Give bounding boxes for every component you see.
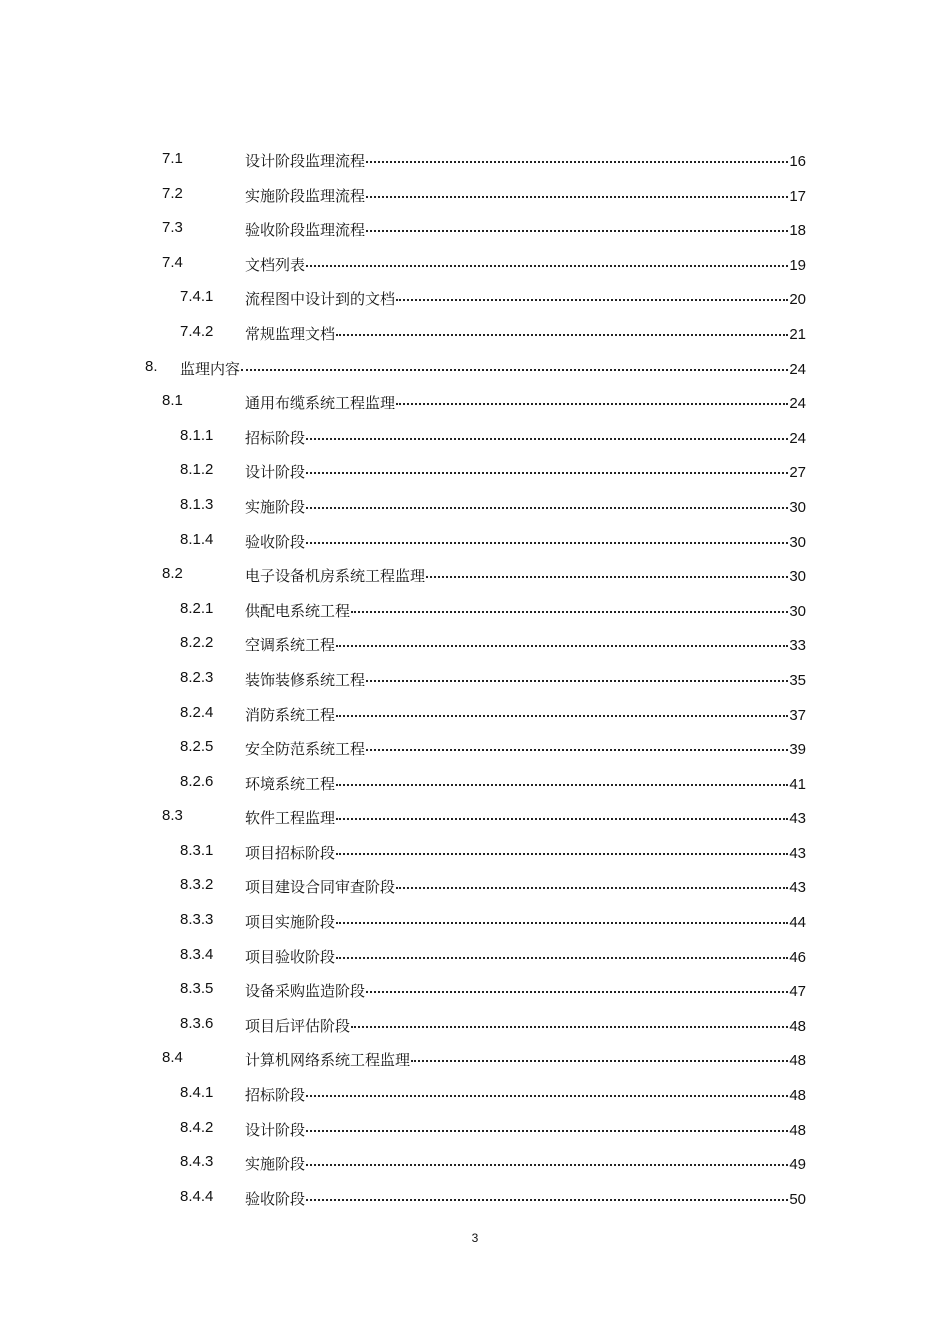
toc-entry-line (245, 150, 806, 171)
toc-entry-title: 设计阶段监理流程 (245, 152, 366, 170)
toc-entry-number: 7.3 (162, 219, 183, 237)
toc-entry-page: 48 (789, 1087, 806, 1105)
toc-entry-line (245, 1153, 806, 1174)
toc-entry-number: 8.4.3 (180, 1153, 214, 1171)
toc-entry-number: 8.4.1 (180, 1084, 214, 1102)
toc-entry[interactable] (0, 557, 950, 592)
toc-entry[interactable] (0, 661, 950, 696)
toc-entry-title: 监理内容 (180, 359, 241, 378)
table-of-contents (0, 142, 950, 1214)
toc-entry[interactable] (0, 453, 950, 488)
toc-entry-page: 30 (789, 498, 806, 516)
toc-entry-title: 装饰装修系统工程 (245, 670, 366, 689)
toc-entry-title: 项目后评估阶段 (245, 1016, 351, 1035)
toc-entry-title: 验收阶段 (245, 532, 306, 551)
toc-entry-page: 46 (789, 948, 806, 966)
toc-entry-title: 验收阶段监理流程 (245, 221, 366, 240)
toc-entry-number: 8.4.4 (180, 1187, 214, 1205)
toc-entry-page: 41 (789, 775, 806, 793)
toc-entry-number: 8.2.2 (180, 634, 214, 652)
toc-entry-page: 33 (789, 637, 806, 655)
toc-entry-number: 7.4.2 (180, 322, 214, 340)
toc-entry-line (180, 358, 806, 379)
toc-entry-line (245, 323, 806, 344)
toc-entry-page: 43 (789, 844, 806, 862)
dot-leader (306, 472, 788, 474)
toc-entry-title: 通用布缆系统工程监理 (245, 394, 396, 413)
toc-entry-page: 20 (789, 291, 806, 309)
toc-entry-title: 环境系统工程 (245, 774, 336, 793)
toc-entry-title: 供配电系统工程 (245, 601, 351, 620)
toc-entry-line (245, 1188, 806, 1209)
toc-entry-page: 27 (789, 464, 806, 482)
toc-entry-line (245, 704, 806, 725)
toc-entry[interactable] (0, 384, 950, 419)
toc-entry[interactable] (0, 868, 950, 903)
toc-entry-title: 招标阶段 (245, 1086, 306, 1105)
toc-entry-page: 49 (789, 1156, 806, 1174)
toc-entry-page: 24 (789, 395, 806, 413)
toc-entry-number: 8.4.2 (180, 1118, 214, 1136)
dot-leader (306, 542, 788, 544)
dot-leader (366, 680, 788, 682)
dot-leader (336, 784, 788, 786)
toc-entry[interactable] (0, 972, 950, 1007)
toc-entry[interactable] (0, 592, 950, 627)
dot-leader (351, 611, 788, 613)
toc-entry-line (245, 738, 806, 759)
toc-entry[interactable] (0, 696, 950, 731)
toc-entry-title: 常规监理文档 (245, 324, 336, 343)
toc-entry-line (245, 1119, 806, 1140)
toc-entry-line (245, 1084, 806, 1105)
toc-entry-title: 消防系统工程 (245, 705, 336, 724)
toc-entry-page: 48 (789, 1017, 806, 1035)
toc-entry-number: 8. (145, 357, 158, 375)
toc-entry[interactable] (0, 765, 950, 800)
toc-entry-number: 8.4 (162, 1049, 183, 1067)
toc-entry[interactable] (0, 903, 950, 938)
toc-entry-number: 8.3 (162, 807, 183, 825)
dot-leader (306, 438, 788, 440)
toc-entry[interactable] (0, 142, 950, 177)
dot-leader (306, 507, 788, 509)
toc-entry[interactable] (0, 938, 950, 973)
toc-entry-title: 招标阶段 (245, 428, 306, 447)
toc-entry-page: 24 (789, 360, 806, 378)
toc-entry[interactable] (0, 1111, 950, 1146)
toc-entry-page: 18 (789, 222, 806, 240)
toc-entry[interactable] (0, 211, 950, 246)
dot-leader (396, 299, 788, 301)
toc-entry-line (245, 980, 806, 1001)
toc-entry-page: 47 (789, 983, 806, 1001)
dot-leader (306, 1095, 788, 1097)
toc-entry-title: 项目实施阶段 (245, 913, 336, 932)
dot-leader (336, 715, 788, 717)
toc-entry-number: 8.3.5 (180, 980, 214, 998)
toc-entry-title: 流程图中设计到的文档 (245, 290, 396, 309)
dot-leader (336, 645, 788, 647)
dot-leader (426, 576, 788, 578)
toc-entry-line (245, 634, 806, 655)
dot-leader (336, 334, 788, 336)
toc-entry[interactable] (0, 1007, 950, 1042)
toc-entry-title: 验收阶段 (245, 1189, 306, 1208)
toc-entry-page: 50 (789, 1190, 806, 1208)
toc-entry-title: 项目招标阶段 (245, 843, 336, 862)
toc-entry-number: 7.4 (162, 253, 183, 271)
toc-entry-title: 电子设备机房系统工程监理 (245, 567, 426, 586)
toc-entry[interactable] (0, 419, 950, 454)
toc-entry-page: 24 (789, 429, 806, 447)
toc-entry-title: 实施阶段监理流程 (245, 186, 366, 205)
toc-entry-page: 16 (789, 153, 806, 170)
toc-entry-number: 8.1.2 (180, 461, 214, 479)
dot-leader (306, 265, 788, 267)
toc-entry-number: 8.3.4 (180, 945, 214, 963)
dot-leader (366, 161, 788, 163)
toc-entry-title: 设计阶段 (245, 463, 306, 482)
toc-entry-line (245, 254, 806, 275)
toc-entry-number: 7.1 (162, 150, 183, 167)
toc-entry-number: 8.2.4 (180, 703, 214, 721)
toc-entry-line (245, 911, 806, 932)
toc-entry-number: 8.2.5 (180, 738, 214, 756)
toc-entry-number: 8.3.6 (180, 1014, 214, 1032)
toc-entry-number: 8.1.1 (180, 426, 214, 444)
toc-entry-line (245, 1049, 806, 1070)
toc-entry[interactable] (0, 1180, 950, 1215)
toc-entry[interactable] (0, 523, 950, 558)
toc-entry-page: 19 (789, 256, 806, 274)
toc-entry[interactable] (0, 1041, 950, 1076)
toc-entry-title: 项目建设合同审查阶段 (245, 878, 396, 897)
toc-entry[interactable] (0, 799, 950, 834)
toc-entry-title: 空调系统工程 (245, 636, 336, 655)
toc-entry-page: 30 (789, 533, 806, 551)
toc-entry-title: 设计阶段 (245, 1120, 306, 1139)
toc-entry-page: 39 (789, 741, 806, 759)
toc-entry-page: 48 (789, 1052, 806, 1070)
toc-entry-line (245, 1015, 806, 1036)
toc-entry-line (245, 392, 806, 413)
toc-entry-line (245, 669, 806, 690)
toc-entry-number: 8.2.6 (180, 772, 214, 790)
toc-entry-title: 文档列表 (245, 255, 306, 274)
toc-entry-number: 8.2.3 (180, 668, 214, 686)
toc-entry-line (245, 565, 806, 586)
toc-entry-title: 计算机网络系统工程监理 (245, 1051, 411, 1070)
toc-entry-line (245, 773, 806, 794)
dot-leader (336, 957, 788, 959)
toc-entry[interactable] (0, 488, 950, 523)
dot-leader (366, 196, 788, 198)
toc-entry[interactable] (0, 1145, 950, 1180)
dot-leader (396, 887, 788, 889)
dot-leader (336, 818, 788, 820)
toc-entry[interactable] (0, 1076, 950, 1111)
toc-entry-number: 8.3.2 (180, 876, 214, 894)
toc-entry-line (245, 288, 806, 309)
toc-entry-line (245, 946, 806, 967)
toc-entry[interactable] (0, 177, 950, 212)
toc-entry-title: 安全防范系统工程 (245, 740, 366, 759)
toc-entry[interactable] (0, 626, 950, 661)
toc-entry-page: 44 (789, 914, 806, 932)
dot-leader (411, 1060, 788, 1062)
dot-leader (336, 922, 788, 924)
dot-leader (241, 369, 788, 371)
toc-entry[interactable] (0, 280, 950, 315)
toc-entry-number: 7.2 (162, 184, 183, 202)
toc-entry-number: 8.3.1 (180, 841, 214, 859)
toc-entry-number: 8.1 (162, 392, 183, 410)
toc-entry-line (245, 842, 806, 863)
toc-entry-title: 实施阶段 (245, 497, 306, 516)
toc-entry-line (245, 185, 806, 206)
toc-entry-line (245, 600, 806, 621)
dot-leader (351, 1026, 788, 1028)
toc-entry[interactable] (0, 730, 950, 765)
toc-entry[interactable] (0, 350, 950, 385)
toc-entry-line (245, 807, 806, 828)
toc-entry-page: 35 (789, 671, 806, 689)
dot-leader (306, 1199, 788, 1201)
toc-entry-page: 43 (789, 879, 806, 897)
toc-entry-page: 48 (789, 1121, 806, 1139)
dot-leader (366, 230, 788, 232)
toc-entry-line (245, 531, 806, 552)
toc-entry-number: 8.2 (162, 565, 183, 583)
toc-entry-title: 项目验收阶段 (245, 947, 336, 966)
toc-entry-title: 实施阶段 (245, 1155, 306, 1174)
toc-entry-number: 8.3.3 (180, 911, 214, 929)
toc-entry[interactable] (0, 315, 950, 350)
toc-entry-line (245, 876, 806, 897)
toc-entry-line (245, 461, 806, 482)
toc-entry-page: 17 (789, 187, 806, 205)
toc-entry-page: 21 (789, 325, 806, 343)
dot-leader (336, 853, 788, 855)
page-number: 3 (471, 1231, 479, 1245)
dot-leader (306, 1130, 788, 1132)
toc-entry[interactable] (0, 246, 950, 281)
toc-entry-line (245, 219, 806, 240)
dot-leader (306, 1164, 788, 1166)
toc-entry-page: 43 (789, 810, 806, 828)
toc-entry[interactable] (0, 834, 950, 869)
toc-entry-page: 37 (789, 706, 806, 724)
toc-entry-title: 设备采购监造阶段 (245, 982, 366, 1001)
toc-entry-number: 7.4.1 (180, 288, 214, 306)
dot-leader (366, 991, 788, 993)
dot-leader (366, 749, 788, 751)
toc-entry-number: 8.1.4 (180, 530, 214, 548)
toc-entry-number: 8.2.1 (180, 599, 214, 617)
toc-entry-page: 30 (789, 602, 806, 620)
toc-entry-number: 8.1.3 (180, 495, 214, 513)
toc-entry-title: 软件工程监理 (245, 809, 336, 828)
toc-entry-line (245, 496, 806, 517)
toc-entry-page: 30 (789, 568, 806, 586)
toc-entry-line (245, 427, 806, 448)
dot-leader (396, 403, 788, 405)
